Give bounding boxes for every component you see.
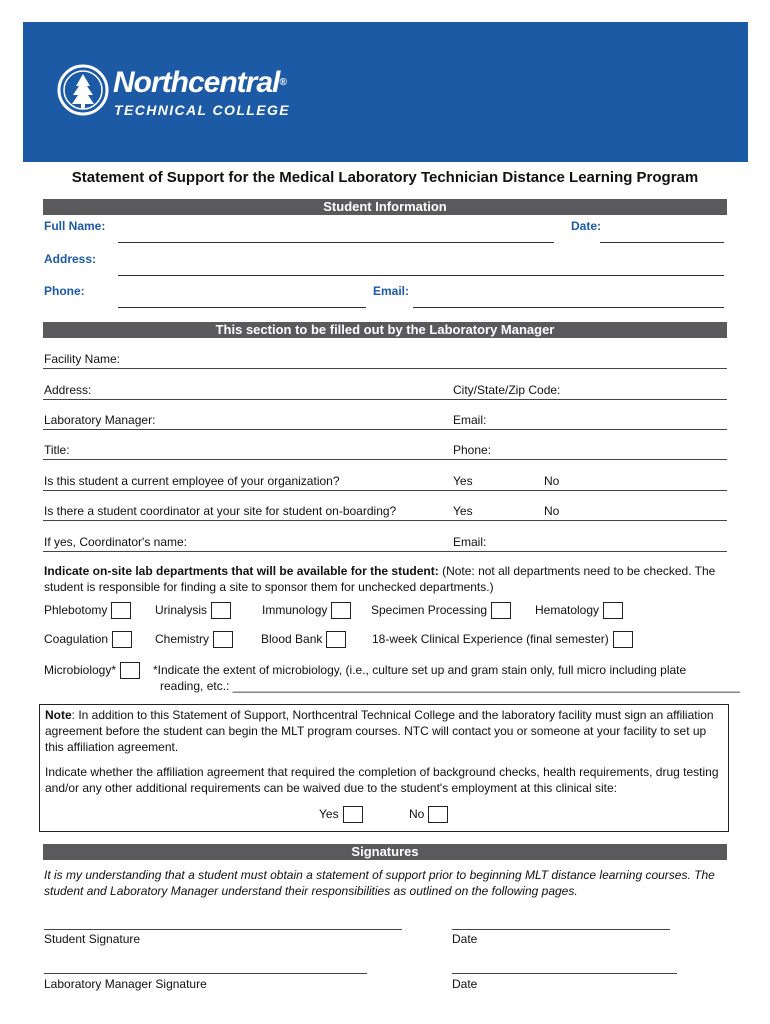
manager-sign-date-field[interactable] bbox=[452, 973, 677, 974]
facility-name-label: Facility Name: bbox=[44, 352, 121, 366]
employee-no-option[interactable]: No bbox=[544, 474, 560, 488]
coordinator-email-label: Email: bbox=[453, 535, 487, 549]
full-name-label: Full Name: bbox=[44, 219, 106, 233]
manager-signature-label: Laboratory Manager Signature bbox=[44, 977, 207, 991]
dept-microbiology[interactable]: Microbiology* bbox=[44, 661, 140, 679]
student-sign-date-label: Date bbox=[452, 932, 478, 946]
student-phone-label: Phone: bbox=[44, 284, 85, 298]
document-title: Statement of Support for the Medical Laboratory Technician Distance Learning Program bbox=[71, 169, 699, 186]
affiliation-note: Note: In addition to this Statement of Support, Northcentral Technical College and the laboratory facility must sign an affiliation agreement before the student can begin the MLT program courses. NTC will contact you or someone at your facility to set up this affiliation agreement. bbox=[45, 708, 714, 754]
checkbox[interactable] bbox=[428, 806, 448, 823]
lab-manager-header: This section to be filled out by the Laboratory Manager bbox=[43, 322, 727, 338]
facility-address-label: Address: bbox=[44, 383, 92, 397]
student-sign-date-field[interactable] bbox=[452, 929, 670, 930]
checkbox[interactable] bbox=[331, 602, 351, 619]
checkbox[interactable] bbox=[211, 602, 231, 619]
student-signature-label: Student Signature bbox=[44, 932, 141, 946]
micro-note-line1: *Indicate the extent of microbiology, (i.e., culture set up and gram stain only, full micro including plate bbox=[153, 663, 687, 677]
student-address-field[interactable] bbox=[118, 275, 724, 276]
student-signature-field[interactable] bbox=[44, 929, 402, 930]
coordinator-yes-option[interactable]: Yes bbox=[453, 504, 473, 518]
waiver-no[interactable]: No bbox=[409, 805, 448, 823]
coordinator-question: Is there a student coordinator at your site for student on-boarding? bbox=[44, 504, 397, 518]
microbiology-note bbox=[153, 662, 740, 694]
coordinator-name-field[interactable] bbox=[43, 551, 727, 552]
checkbox[interactable] bbox=[343, 806, 363, 823]
checkbox[interactable] bbox=[603, 602, 623, 619]
student-phone-field[interactable] bbox=[118, 307, 366, 308]
college-subtitle: TECHNICAL COLLEGE bbox=[114, 102, 290, 118]
facility-address-field[interactable] bbox=[43, 399, 727, 400]
checkbox[interactable] bbox=[112, 631, 132, 648]
student-email-field[interactable] bbox=[413, 307, 724, 308]
employee-yes-option[interactable]: Yes bbox=[453, 474, 473, 488]
college-name: Northcentral® bbox=[113, 66, 286, 99]
student-address-label: Address: bbox=[44, 252, 97, 266]
student-date-label: Date: bbox=[571, 219, 602, 233]
coordinator-no-option[interactable]: No bbox=[544, 504, 560, 518]
checkbox[interactable] bbox=[326, 631, 346, 648]
row-divider bbox=[43, 520, 727, 521]
dept-phlebotomy[interactable]: Phlebotomy bbox=[44, 601, 131, 619]
dept-clinical-experience[interactable]: 18-week Clinical Experience (final semester) bbox=[372, 630, 633, 648]
dept-coagulation[interactable]: Coagulation bbox=[44, 630, 132, 648]
manager-title-label: Title: bbox=[44, 443, 70, 457]
manager-signature-field[interactable] bbox=[44, 973, 367, 974]
manager-sign-date-label: Date bbox=[452, 977, 478, 991]
checkbox[interactable] bbox=[120, 662, 140, 679]
college-seal-logo bbox=[57, 64, 109, 116]
departments-instructions-bold: Indicate on-site lab departments that will be available for the student: bbox=[44, 564, 439, 578]
student-date-field[interactable] bbox=[600, 242, 724, 243]
manager-phone-label: Phone: bbox=[453, 443, 492, 457]
manager-title-field[interactable] bbox=[43, 459, 727, 460]
signatures-header: Signatures bbox=[43, 844, 727, 860]
checkbox[interactable] bbox=[213, 631, 233, 648]
row-divider bbox=[43, 490, 727, 491]
coordinator-name-label: If yes, Coordinator's name: bbox=[44, 535, 188, 549]
dept-blood-bank[interactable]: Blood Bank bbox=[261, 630, 346, 648]
signatures-statement: It is my understanding that a student must obtain a statement of support prior to beginning MLT distance learning courses. The student and Laboratory Manager understand their responsibilities as outlined on the following pages. bbox=[44, 868, 715, 898]
dept-immunology[interactable]: Immunology bbox=[262, 601, 351, 619]
lab-manager-label: Laboratory Manager: bbox=[44, 413, 156, 427]
full-name-field[interactable] bbox=[118, 242, 554, 243]
departments-instructions bbox=[44, 563, 728, 595]
city-state-zip-label: City/State/Zip Code: bbox=[453, 383, 561, 397]
manager-email-label: Email: bbox=[453, 413, 487, 427]
student-email-label: Email: bbox=[373, 284, 410, 298]
dept-chemistry[interactable]: Chemistry bbox=[155, 630, 233, 648]
departments-instructions-note: (Note: not all departments need to be checked. The student is responsible for finding a site to sponsor them for unchecked departments.) bbox=[44, 564, 716, 594]
student-info-header: Student Information bbox=[43, 199, 727, 215]
lab-manager-field[interactable] bbox=[43, 429, 727, 430]
micro-note-line2[interactable]: reading, etc.: ____________________________________________________________________________ bbox=[160, 679, 740, 693]
waiver-question: Indicate whether the affiliation agreement that required the completion of background checks, health requirements, drug testing and/or any other additional requirements can be waived due to the student's employment at this clinical site: bbox=[45, 765, 719, 795]
checkbox[interactable] bbox=[613, 631, 633, 648]
dept-hematology[interactable]: Hematology bbox=[535, 601, 623, 619]
dept-specimen-processing[interactable]: Specimen Processing bbox=[371, 601, 511, 619]
employee-question: Is this student a current employee of your organization? bbox=[44, 474, 340, 488]
waiver-yes[interactable]: Yes bbox=[319, 805, 363, 823]
checkbox[interactable] bbox=[491, 602, 511, 619]
facility-name-field[interactable] bbox=[43, 368, 727, 369]
dept-urinalysis[interactable]: Urinalysis bbox=[155, 601, 231, 619]
checkbox[interactable] bbox=[111, 602, 131, 619]
